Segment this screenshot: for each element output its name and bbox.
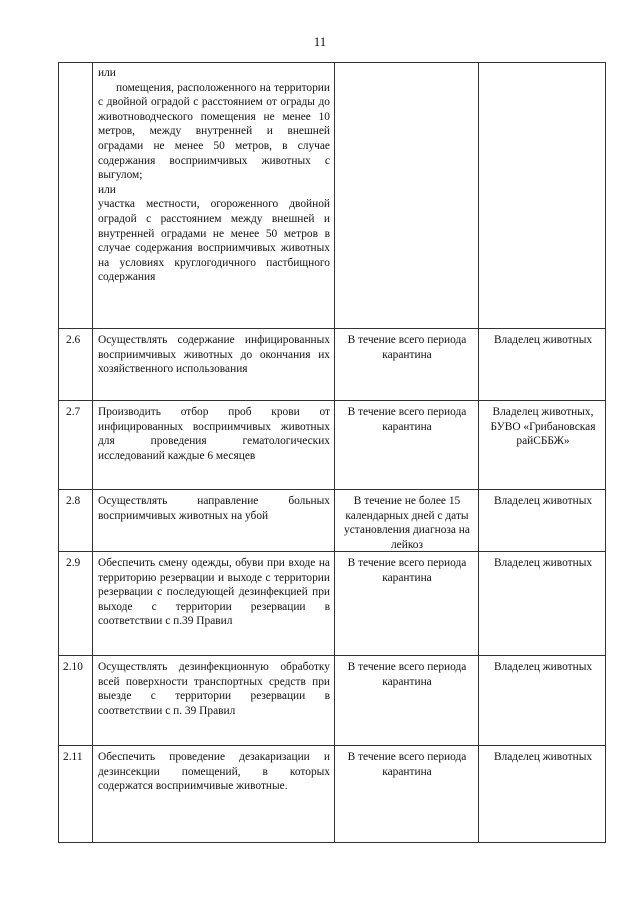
row-number: 2.7 bbox=[66, 406, 81, 418]
row-action: Осуществлять дезинфекционную обработку всей поверхности транспортных средств при выезде с территории резервации в соответствии с п. 39 Правил bbox=[98, 661, 330, 717]
row-term: В течение всего периода карантина bbox=[347, 661, 467, 688]
row-divider bbox=[58, 745, 606, 746]
or-label: или bbox=[98, 67, 116, 79]
row-divider bbox=[58, 655, 606, 656]
row-action: Обеспечить смену одежды, обуви при входе на территорию резервации и выходе с территории резервации с последующей дезинфекцией при выходе с территории резервации в соответствии с п.39 Правил bbox=[98, 557, 330, 628]
table-col-divider-3 bbox=[478, 62, 479, 842]
row-number: 2.8 bbox=[66, 495, 81, 507]
page-number: 11 bbox=[313, 34, 327, 49]
or-label: или bbox=[98, 183, 116, 196]
row-action: Обеспечить проведение дезакаризации и дезинсекции помещений, в которых содержатся восприимчивые животные. bbox=[98, 751, 330, 793]
row-number: 2.11 bbox=[63, 751, 83, 763]
table-border-bottom bbox=[58, 842, 606, 843]
premises-option-text: помещения, расположенного на территории с двойной оградой с расстоянием от ограды до животноводческого помещения не менее 10 метров, между внутренней и внешней оградами не менее 50 метров, в случае содержания восприимчивых животных с выгулом; bbox=[98, 81, 330, 182]
table-border-left bbox=[58, 62, 59, 842]
continuation-cell bbox=[98, 66, 330, 285]
table-col-divider-2 bbox=[334, 62, 335, 842]
row-responsible: Владелец животных bbox=[493, 661, 593, 673]
row-divider bbox=[58, 551, 606, 552]
row-number: 2.6 bbox=[66, 334, 81, 346]
row-term: В течение всего периода карантина bbox=[347, 406, 467, 433]
row-term: В течение не более 15 календарных дней с даты установления диагноза на лейкоз bbox=[344, 495, 470, 551]
row-divider bbox=[58, 400, 606, 401]
row-term: В течение всего периода карантина bbox=[347, 557, 467, 584]
row-term: В течение всего периода карантина bbox=[347, 334, 467, 361]
table-col-divider-1 bbox=[92, 62, 93, 842]
row-responsible: Владелец животных bbox=[493, 751, 593, 763]
row-action: Осуществлять направление больных восприимчивых животных на убой bbox=[98, 495, 330, 522]
row-responsible: Владелец животных bbox=[493, 557, 593, 569]
plot-option-text: участка местности, огороженного двойной оградой с расстоянием между внешней и внутренней оградами не менее 50 метров в случае содержания восприимчивых животных на условиях круглогодичного пастбищного содержания bbox=[98, 198, 330, 284]
table-border-right bbox=[605, 62, 606, 842]
row-responsible: Владелец животных bbox=[493, 334, 593, 346]
row-term: В течение всего периода карантина bbox=[347, 751, 467, 778]
row-number: 2.9 bbox=[66, 557, 81, 569]
table-border-top bbox=[58, 62, 606, 63]
row-responsible: Владелец животных bbox=[493, 495, 593, 507]
row-number: 2.10 bbox=[63, 661, 83, 673]
row-responsible: Владелец животных, БУВО «Грибановская райСББЖ» bbox=[490, 406, 596, 448]
row-action: Осуществлять содержание инфицированных восприимчивых животных до окончания их хозяйственного использования bbox=[98, 334, 330, 376]
row-divider bbox=[58, 328, 606, 329]
row-action: Производить отбор проб крови от инфицированных восприимчивых животных для проведения гематологических исследований каждые 6 месяцев bbox=[98, 406, 330, 462]
row-divider bbox=[58, 489, 606, 490]
